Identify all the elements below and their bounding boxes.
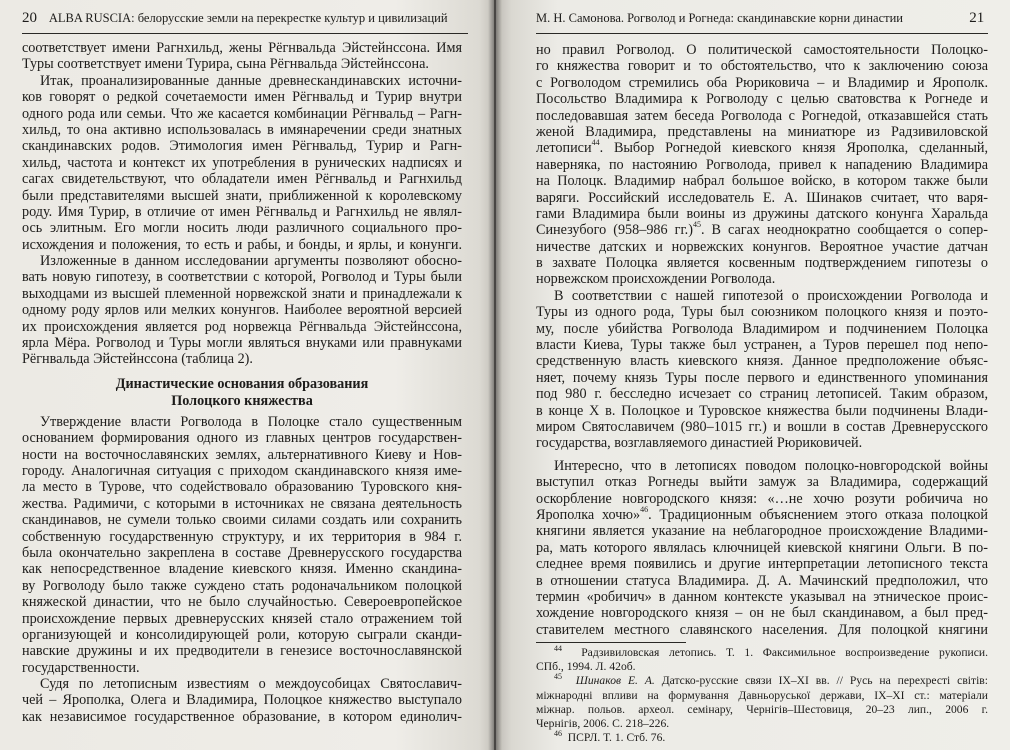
text-line: государственности. <box>22 659 140 676</box>
text-line: ла место в Турове, что содействовало образованию Туровского кня- <box>22 479 462 496</box>
text-line: Изложенные в данном исследовании аргументы позволяют обосно- <box>40 253 462 270</box>
footnote-line: міжнар. польов. археол. семінару, Чернігів–Шестовиця, 20–23 лип., 2006 г. <box>536 702 988 716</box>
section-heading: Полоцкого княжества <box>171 392 313 409</box>
text-line: женой Владимира, представлены на миниатюре из Радзивиловской <box>536 123 988 140</box>
text-line: их происхождения является род норвежца Рёгнвальда Эйстейнссона, <box>22 318 462 335</box>
text-line: собственную государственную структуру, и их территория в 984 г. <box>22 528 462 545</box>
left-running-head <box>22 10 448 27</box>
text-line: наверняка, по настоянию Рогволода, привел к нападению Владимира <box>536 156 988 173</box>
text-line: средственную власть киевского князя. Данное предположение объяс- <box>536 353 988 370</box>
text-line: няет, почему князь Туры после первого и единственного упоминания <box>536 369 988 386</box>
text-line: происхождение первых древнерусских князей стало отражением той <box>22 610 462 627</box>
footnote-number: 44 <box>554 644 562 653</box>
footnote-line <box>536 646 988 660</box>
text-line: ра, мать которого являлась ключницей киевской княгини Ольги. В по- <box>536 539 988 556</box>
text-line: хождение новгородского князя – он не был скандинавом, а был пред- <box>536 605 988 622</box>
text-line: ву Рогволоду было также суждено стать родоначальником полоцкой <box>22 577 462 594</box>
text-line: хильд, то она активно использовалась в имянаречении среди знатных <box>22 121 462 138</box>
text-line: вать новую гипотезу, в соответствии с которой, Рогволод и Туры были <box>22 269 462 286</box>
right-page <box>496 0 1010 750</box>
text-line: роду. Имя Турир, в отличие от имен Рёгнвальд и Рагнхильд не являл- <box>22 203 462 220</box>
left-page <box>0 0 494 750</box>
text-line: одного рода или семьи. Что же касается комбинации Рёгнвальд – Рагн- <box>22 105 462 122</box>
text-line: скандинавских родов. Этимология имен Рёгнвальд, Турир и Рагн- <box>22 138 462 155</box>
right-running-head <box>536 10 984 27</box>
text-line: Итак, проанализированные данные древнескандинавских источни- <box>40 72 462 89</box>
text-line: были представителями высшей знати, приближенной к королевскому <box>22 187 462 204</box>
text-line: ков говорят о редкой сочетаемости имен Рёгнвальд и Турир внутри <box>22 89 462 106</box>
text-line: Туры из одного рода, Туры был союзником полоцкого князя и поэто- <box>536 304 988 321</box>
left-body-text <box>22 40 462 725</box>
text-line: Судя по летописным известиям о междоусобицах Святославич- <box>40 676 462 693</box>
text-line: сагах свидетельствуют, что обладатели имен Рёгнвальд и Рагнхильд <box>22 171 462 188</box>
text-line: с Рогволодом стремились оба Рюриковича – и Владимир и Ярополк. <box>536 74 988 91</box>
text-line: варяги. Российский исследователь Е. А. Шинаков считает, что варя- <box>536 189 988 206</box>
book-spine-shadow <box>488 0 502 750</box>
text-line: гами Владимира были воины из дружины датского конунга Харальда <box>536 205 988 222</box>
footnote-line <box>536 674 988 688</box>
footnote-line: СПб., 1994. Л. 42об. <box>536 660 636 674</box>
right-header-rule <box>536 33 988 34</box>
footnote-line: міжнародні впливи на формування Давньоруської держави, IX–XI ст.: матеріали <box>536 688 988 702</box>
text-line: в конце Х в. Полоцкое и Туровское княжества были подчинены Влади- <box>536 402 988 419</box>
text-line: организующей и консолидирующей роли, которую сыграли сканди- <box>22 626 462 643</box>
text-line: миром Святославичем (980–1015 гг.) и вошли в состав Древнерусского <box>536 418 988 435</box>
text-line: на Полоцк. Владимир набрал большое войско, в котором также были <box>536 173 988 190</box>
text-line: государства, возглавляемого династией Рюриковичей. <box>536 435 863 452</box>
text-line: Туры соответствует имени Турира, сына Рёгнвальда Эйстейнссона. <box>22 56 429 73</box>
text-line <box>536 504 988 523</box>
text-line: термин «робичич» в данном контексте указывал на этническое проис- <box>536 588 988 605</box>
text-line: в захвате Полоцка является косвенным подтверждением гипотезы о <box>536 255 988 272</box>
footnote-author: Шинаков Е. А. <box>575 674 655 688</box>
text-line: ярла Мёра. Рогволод и Туры могли являться внуками или правнуками <box>22 335 462 352</box>
text-line: была окончательно закреплена в составе Древнерусского государства <box>22 544 462 561</box>
footnote-45 <box>536 674 988 731</box>
right-running-title: М. Н. Самонова. Рогволод и Рогнеда: скандинавские корни династии <box>536 11 903 25</box>
section-heading: Династические основания образования <box>115 375 369 392</box>
text-line: княгини является указание на неблагородное происхождение Владими- <box>536 523 988 540</box>
text-line: выходцами из высшей племенной норвежской знати и принадлежали к <box>22 285 462 302</box>
footnote-line <box>536 731 988 745</box>
text-line: исхождения и положения, то есть и рабы, и бонды, и ярлы, и конунги. <box>22 236 462 253</box>
text-run: . Традиционным объяснением этого отказа полоцкой <box>648 506 988 523</box>
text-line <box>536 222 988 238</box>
footnote-ref: 45 <box>692 220 701 230</box>
text-line: жества. Радимичи, с которыми в источниках не связана деятельность <box>22 495 462 512</box>
footnote-number: 45 <box>554 672 562 682</box>
text-line: княжеской династии, что не было случайностью. Североевропейское <box>22 594 462 611</box>
right-body-text <box>536 42 988 638</box>
text-line: Посольство Владимира к Рогволоду с целью сватовства к Рогнеде и <box>536 91 988 108</box>
right-page-number: 21 <box>969 10 985 26</box>
text-line: как независимое государственное образование, в котором единолич- <box>22 708 462 725</box>
text-line: чей – Ярополка, Олега и Владимира, Полоцкое княжество выступало <box>22 692 462 709</box>
text-line: Рёгнвальда Эйстейнссона (таблица 2). <box>22 351 253 368</box>
text-line: одному роду ярлов или мелких конунгов. Наиболее вероятной версией <box>22 302 462 319</box>
text-line: основанием формирования одного из главных центров государствен- <box>22 430 462 447</box>
footnote-text: Датско-русские связи IX–XI вв. // Русь на перехресті світів: <box>654 674 989 688</box>
text-line: В соответствии с нашей гипотезой о происхождении Рогволода и <box>554 287 988 304</box>
footnote-rule <box>536 642 686 643</box>
text-line: власти Киева, Туры также был устранен, а Туров перешел под непо- <box>536 337 988 354</box>
text-line: оскорбление новгородского князя: «…не хочю розути робичича но <box>536 490 988 507</box>
text-line: го княжества говорит и то обстоятельство, что к заключению союза <box>536 58 988 75</box>
text-line: под 980 г. бесследно исчезает со страниц летописей. Таким образом, <box>536 386 988 403</box>
text-line: городу. Аналогичная ситуация с приходом скандинавского князя име- <box>22 462 462 479</box>
text-line: ности на восточнославянских землях, альтернативного Киеву и Нов- <box>22 446 462 463</box>
footnote-46 <box>536 731 988 745</box>
footnote-44 <box>536 646 988 674</box>
text-line: норвежском происхождении Рогволода. <box>536 271 776 288</box>
text-line: но правил Рогволод. О политической самостоятельности Полоцко- <box>536 42 988 58</box>
text-line: ставителем местного славянского населения. Для полоцкой княгини <box>536 621 988 638</box>
footnote-number: 46 <box>554 729 562 739</box>
text-line: му, после убийства Рогволода Владимиром и подчинением Полоцка <box>536 320 988 337</box>
text-line: выступил отказ Рогнеды выйти замуж за Владимира, содержащий <box>536 474 988 491</box>
text-run: Синезубого (958–986 гг.) <box>536 222 693 239</box>
text-line: следнее время появились и другие интерпретации летописного текста <box>536 556 988 573</box>
text-line: как непосредственное владение киевского князя. Именно скандина- <box>22 561 462 578</box>
text-line: ничестве датских и норвежских конунгов. Вероятное участие датчан <box>536 238 988 255</box>
text-line <box>536 140 988 156</box>
text-line: навские дружины и их предводители в генезисе восточнославянской <box>22 643 462 660</box>
text-line: в отношении статуса Владимира. Д. А. Мачинский предположил, что <box>536 572 988 589</box>
text-run: . В сагах неоднократно сообщается о сопер- <box>700 222 988 239</box>
text-run: . Выбор Рогнедой киевского князя Ярополка, сделанный, <box>599 140 988 157</box>
footnotes <box>536 646 988 745</box>
left-page-number: 20 <box>22 10 37 26</box>
text-line: Утверждение власти Рогволода в Полоцке стало существенным <box>40 413 462 430</box>
text-line: последовавшая затем беседа Рогволода с Рогнедой, отказавшейся стать <box>536 107 988 124</box>
footnote-ref: 46 <box>640 504 649 514</box>
text-line: скандинавов, не сумели только своими силами создать или сохранить <box>22 512 462 529</box>
text-run: летописи <box>536 140 592 157</box>
text-line: Интересно, что в летописях поводом полоцко-новгородской войны <box>554 457 988 474</box>
left-running-title: ALBA RUSCIA: белорусские земли на перекрестке культур и цивилизаций <box>48 11 448 25</box>
text-line: ось элитным. Его могли носить люди различного социального про- <box>22 220 462 237</box>
footnote-line: Чернігів, 2006. С. 218–226. <box>536 716 670 730</box>
text-line: хильд, частота и контекст их употребления в рунических надписях и <box>22 154 462 171</box>
footnote-ref: 44 <box>591 138 600 148</box>
footnote-text: ПСРЛ. Т. 1. Стб. 76. <box>567 731 666 745</box>
text-run: Ярополка хочю» <box>536 506 641 523</box>
footnote-text: Радзивиловская летопись. Т. 1. Факсимильное воспроизведение рукописи. <box>581 646 988 659</box>
left-header-rule <box>22 33 468 34</box>
text-line: соответствует имени Рагнхильд, жены Рёгнвальда Эйстейнссона. Имя <box>22 40 462 56</box>
